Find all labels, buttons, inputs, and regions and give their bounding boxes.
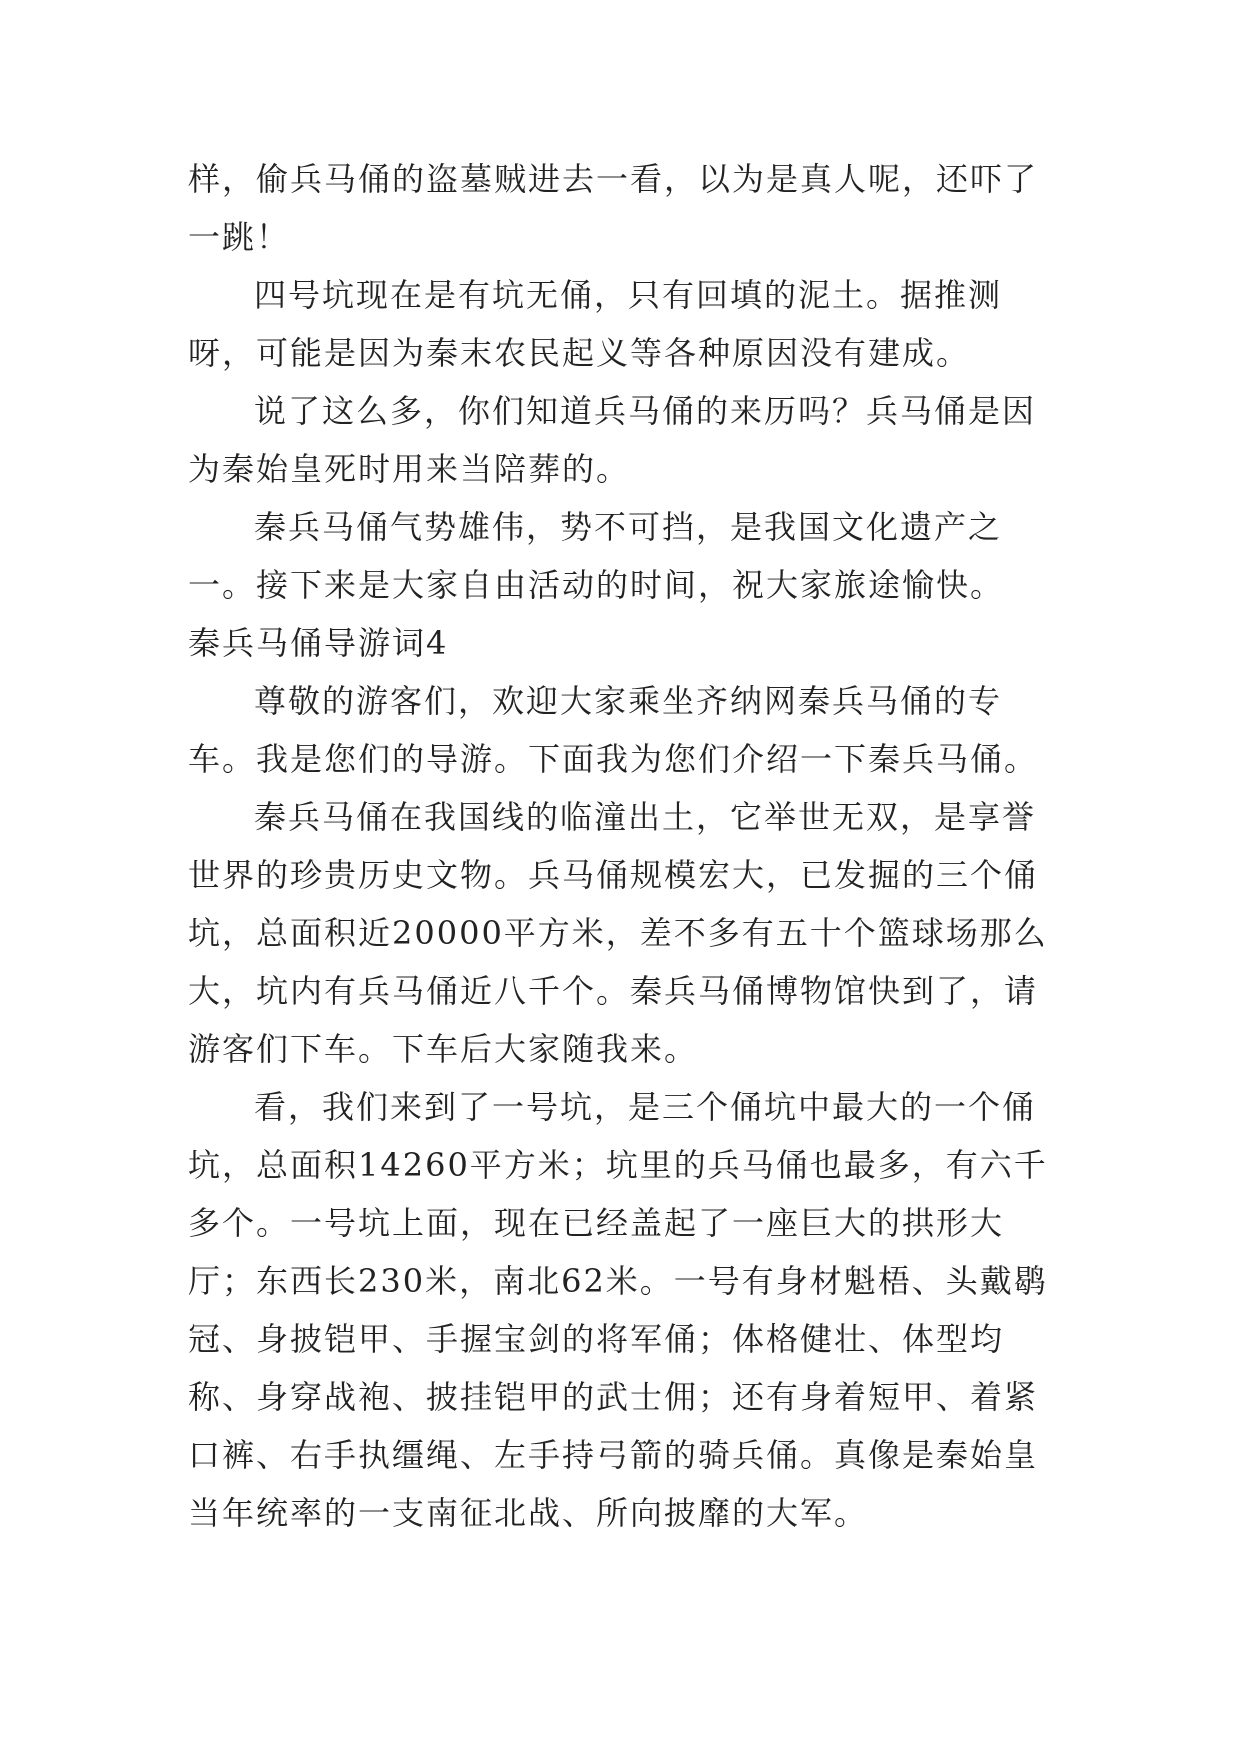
- paragraph-7: 看，我们来到了一号坑，是三个俑坑中最大的一个俑坑，总面积14260平方米；坑里的兵马俑也最多，有六千多个。一号坑上面，现在已经盖起了一座巨大的拱形大厅；东西长230米，南北62米。一号有身材魁梧、头戴鹖冠、身披铠甲、手握宝剑的将军俑；体格健壮、体型均称、身穿战袍、披挂铠甲的武士佣；还有身着短甲、着紧口裤、右手执缰绳、左手持弓箭的骑兵俑。真像是秦始皇当年统率的一支南征北战、所向披靡的大军。: [188, 1088, 1048, 1532]
- paragraph-2: 四号坑现在是有坑无俑，只有回填的泥土。据推测呀，可能是因为秦末农民起义等各种原因没有建成。: [188, 276, 1003, 372]
- paragraph-6: 秦兵马俑在我国线的临潼出土，它举世无双，是享誉世界的珍贵历史文物。兵马俑规模宏大，已发掘的三个俑坑，总面积近20000平方米，差不多有五十个篮球场那么大，坑内有兵马俑近八千个。秦兵马俑博物馆快到了，请游客们下车。下车后大家随我来。: [188, 798, 1048, 1068]
- paragraph-4: 秦兵马俑气势雄伟，势不可挡，是我国文化遗产之一。接下来是大家自由活动的时间，祝大家旅途愉快。: [188, 508, 1005, 604]
- paragraph-3: 说了这么多，你们知道兵马俑的来历吗？兵马俑是因为秦始皇死时用来当陪葬的。: [188, 392, 1037, 488]
- paragraph-1: 样，偷兵马俑的盗墓贼进去一看，以为是真人呢，还吓了一跳！: [188, 160, 1039, 256]
- document-body: [188, 150, 1068, 1542]
- paragraph-5: 尊敬的游客们，欢迎大家乘坐齐纳网秦兵马俑的专车。我是您们的导游。下面我为您们介绍一下秦兵马俑。: [188, 682, 1039, 778]
- section-heading: 秦兵马俑导游词4: [188, 624, 449, 662]
